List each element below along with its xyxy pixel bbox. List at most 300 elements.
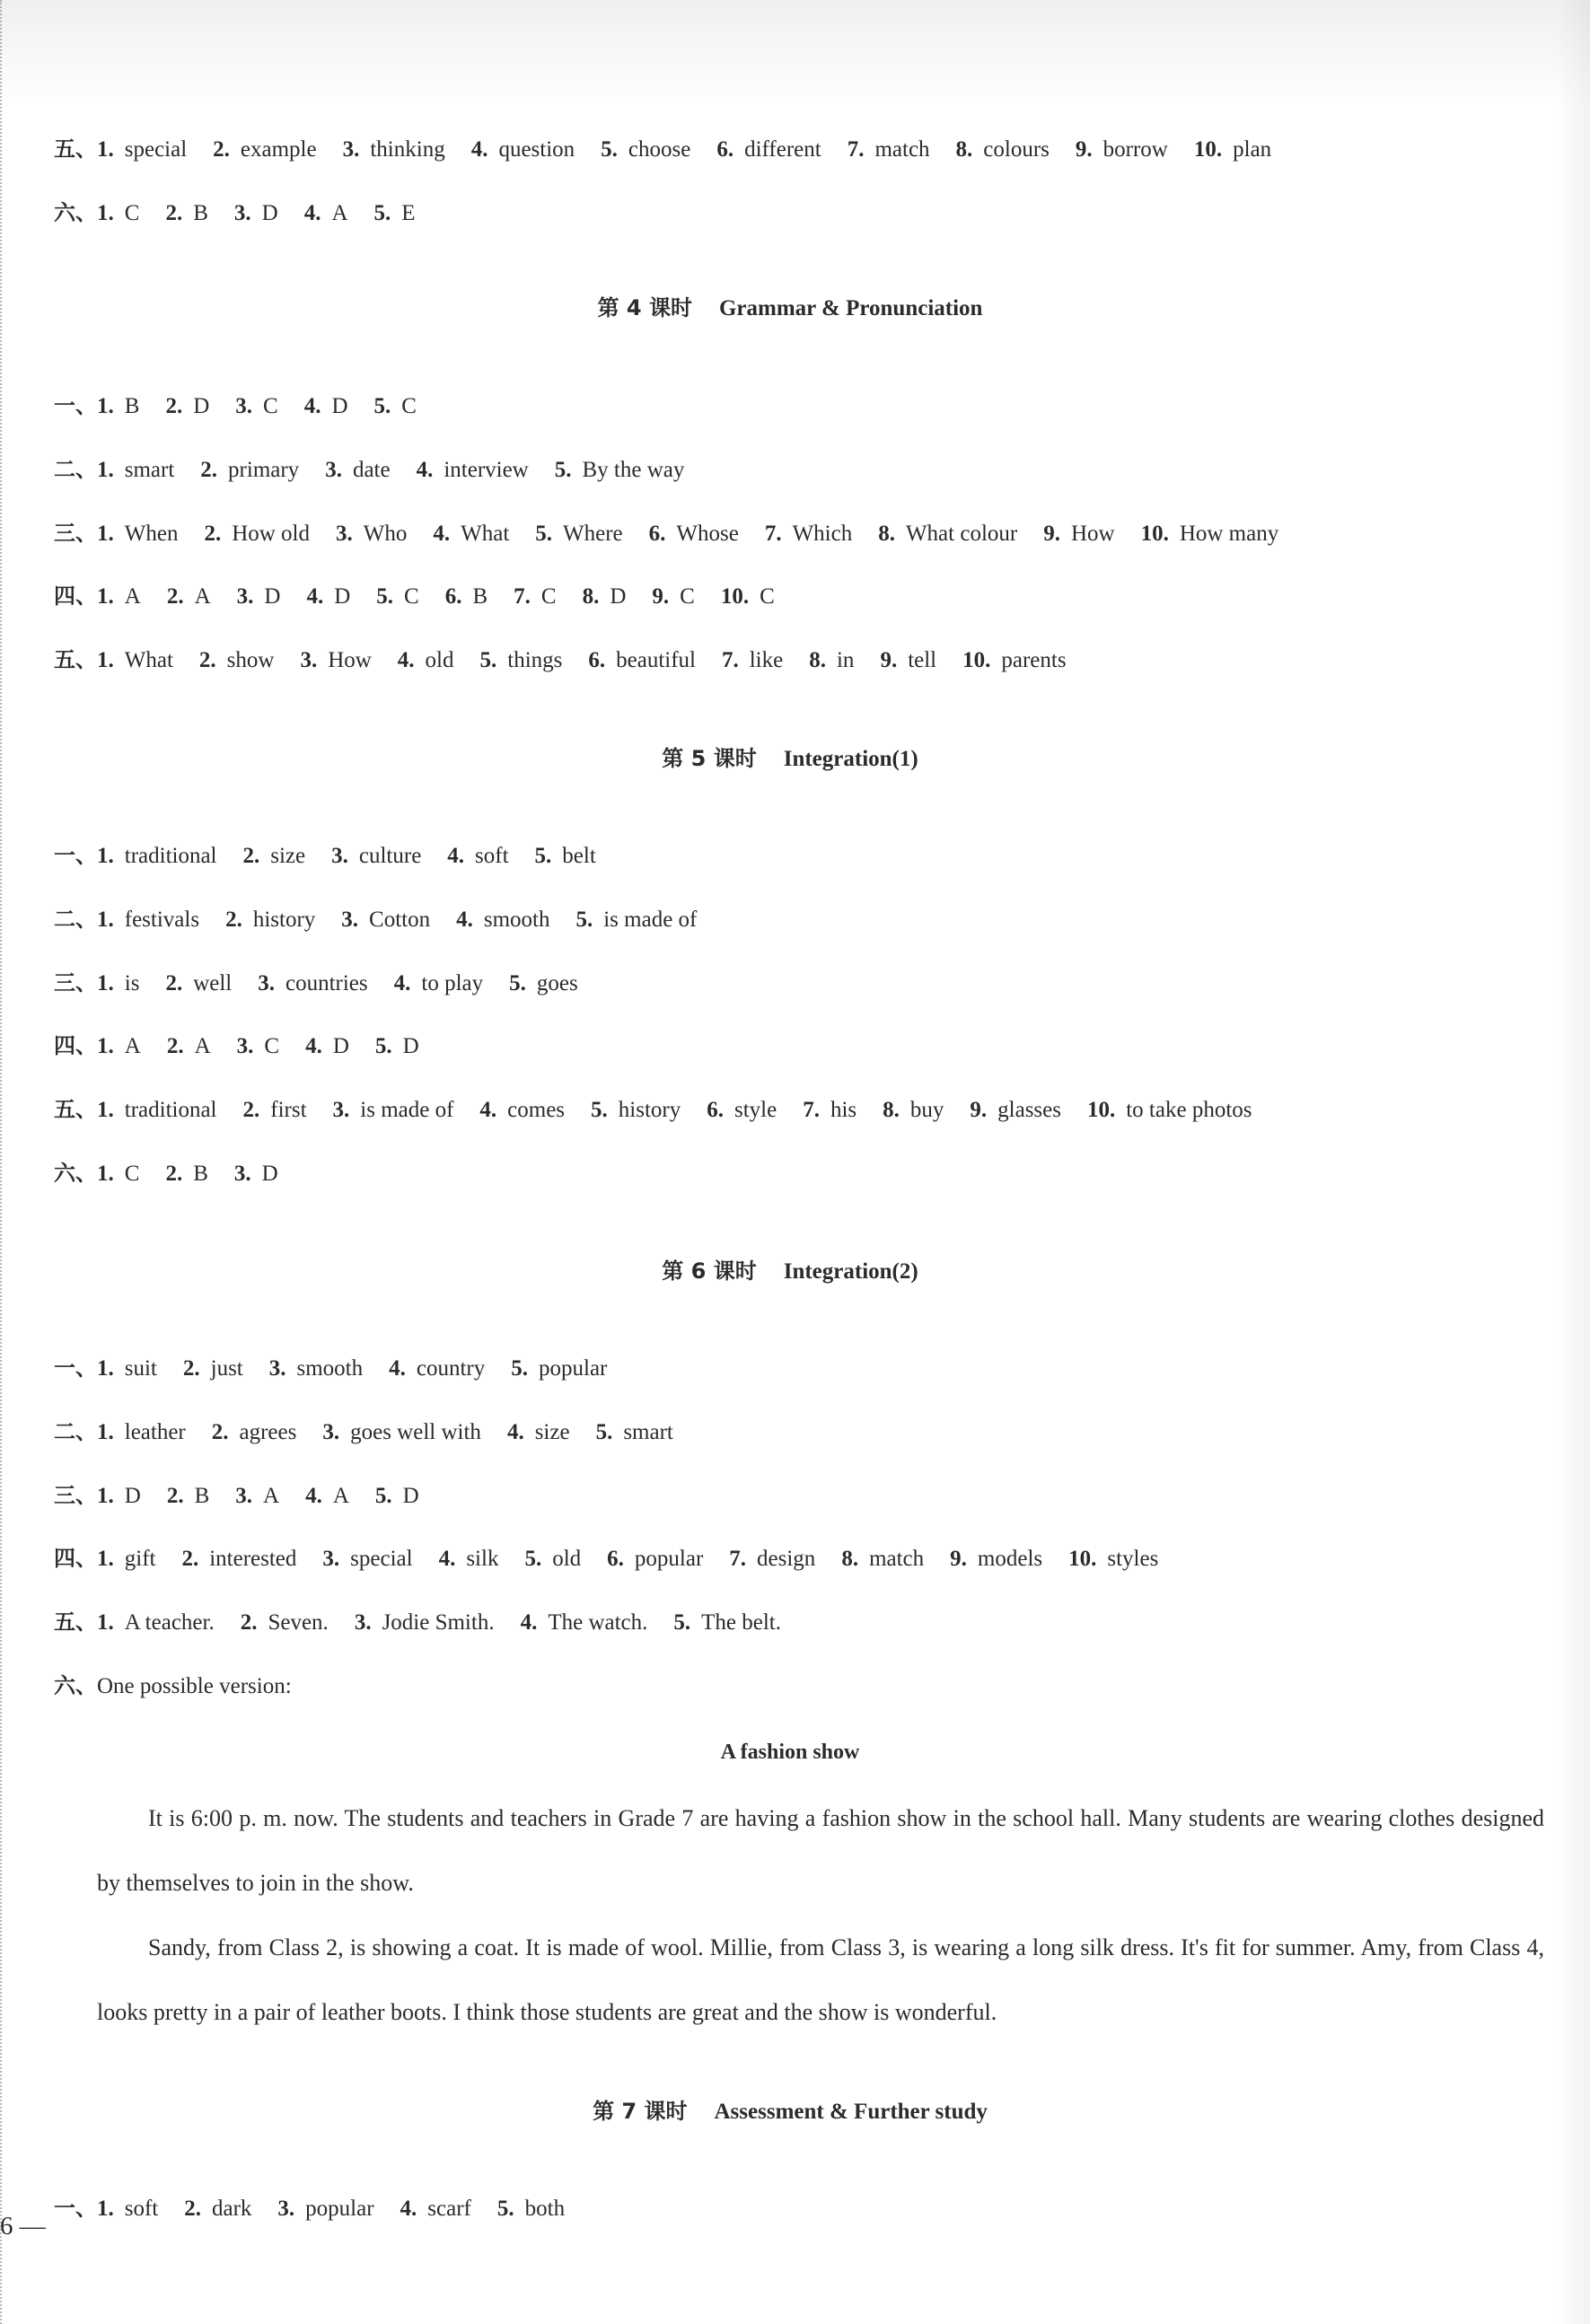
page-edge [0, 0, 4, 2324]
item-number: 1. [97, 584, 114, 610]
item-number: 1. [97, 1483, 114, 1508]
answer-text: is made of [603, 907, 698, 932]
answer-text: interview [444, 457, 529, 482]
item-number: 7. [514, 584, 531, 610]
item-number: 2. [165, 200, 183, 225]
answer-text: D [332, 1034, 349, 1059]
item-number: 3. [300, 648, 318, 673]
page-number: 6 — [0, 2212, 46, 2241]
item-number: 1. [97, 2197, 114, 2221]
lesson-6-heading [54, 1255, 1526, 1288]
answer-text: A [124, 1034, 141, 1059]
item-number: 5. [535, 521, 553, 546]
answer-line [54, 2192, 591, 2225]
answer-text: popular [634, 1547, 704, 1572]
answer-text: Seven. [268, 1610, 329, 1636]
item-number: 3. [342, 137, 360, 162]
item-number: 6. [444, 584, 462, 610]
item-number: 4. [303, 394, 321, 418]
item-number: 10. [1193, 137, 1223, 162]
answer-text: C [404, 584, 419, 610]
answer-text: How [328, 648, 372, 673]
lesson-title: Assessment & Further study [714, 2100, 988, 2124]
version-text: One possible version: [97, 1674, 292, 1698]
item-number: 3. [331, 844, 348, 868]
lesson-number: 第 4 课时 [597, 295, 692, 320]
answer-text: is [124, 970, 140, 995]
answer-text: By the way [582, 457, 685, 482]
answer-text: D [334, 584, 351, 610]
item-number: 4. [433, 521, 451, 546]
item-number: 4. [305, 1034, 322, 1059]
answer-line [54, 1606, 807, 1639]
item-number: 3. [354, 1610, 372, 1636]
answer-text: B [472, 584, 488, 610]
item-number: 1. [97, 200, 114, 225]
answer-text: special [350, 1547, 413, 1572]
answer-text: E [401, 200, 416, 225]
answer-text: different [744, 137, 821, 162]
item-number: 3. [322, 1419, 340, 1444]
item-number: 5. [534, 844, 552, 868]
item-number: 5. [554, 457, 572, 482]
item-number: 6. [607, 1547, 624, 1572]
item-number: 4. [520, 1610, 538, 1636]
section-marker: 一、 [54, 393, 97, 418]
answer-text: is made of [360, 1098, 454, 1123]
item-number: 5. [376, 584, 393, 610]
answer-text: colours [983, 137, 1050, 162]
section-marker: 五、 [54, 1097, 97, 1123]
essay-paragraph-2: Sandy, from Class 2, is showing a coat. It is made of wool. Millie, from Class 3, is wearing a long silk dress. It's fit for summer. Amy, from Class 4, looks pretty in a pair of leather boots. I think those students are great and the show is wonderful. [97, 1934, 1544, 2025]
answer-text: like [749, 648, 784, 673]
answer-text: well [193, 970, 233, 995]
answer-line [54, 517, 1305, 550]
answer-line [54, 133, 1297, 166]
item-number: 9. [1075, 137, 1093, 162]
item-number: 2. [165, 394, 183, 418]
item-number: 9. [652, 584, 670, 610]
item-number: 1. [97, 521, 114, 546]
section-marker: 五、 [54, 647, 97, 673]
answer-text: The watch. [548, 1610, 648, 1636]
answer-text: D [610, 584, 627, 610]
answer-text: plan [1233, 137, 1272, 162]
item-number: 3. [236, 1034, 254, 1059]
item-number: 7. [764, 521, 782, 546]
answer-text: D [261, 200, 278, 225]
answer-line [54, 1416, 699, 1449]
item-number: 4. [303, 200, 321, 225]
item-number: 3. [258, 970, 275, 995]
section-marker: 一、 [54, 1355, 97, 1381]
item-number: 2. [225, 907, 242, 932]
section-marker: 三、 [54, 520, 97, 546]
answer-text: interested [209, 1547, 297, 1572]
item-number: 1. [97, 1547, 114, 1572]
item-number: 1. [97, 394, 114, 418]
item-number: 3. [341, 907, 359, 932]
item-number: 1. [97, 1610, 114, 1636]
item-number: 5. [374, 1483, 392, 1508]
item-number: 8. [582, 584, 600, 610]
item-number: 7. [847, 137, 865, 162]
answer-text: design [757, 1547, 816, 1572]
section-marker: 一、 [54, 843, 97, 868]
item-number: 2. [166, 1483, 184, 1508]
item-number: 8. [955, 137, 973, 162]
answer-text: How [1070, 521, 1115, 546]
essay-paragraph-1: It is 6:00 p. m. now. The students and teachers in Grade 7 are having a fashion show in the school hall. Many students are wearing clothes designed by themselves to join in the show. [97, 1805, 1544, 1896]
item-number: 3. [233, 200, 251, 225]
item-number: 4. [438, 1547, 456, 1572]
lesson-number: 第 5 课时 [662, 746, 757, 771]
answer-text: B [194, 1483, 210, 1508]
item-number: 5. [509, 970, 526, 995]
item-number: 3. [325, 457, 342, 482]
answer-text: goes [536, 970, 578, 995]
item-number: 2. [184, 2197, 201, 2221]
answer-text: smooth [296, 1356, 364, 1381]
item-number: 1. [97, 137, 114, 162]
answer-text: D [193, 394, 210, 418]
lesson-number: 第 6 课时 [662, 1258, 757, 1284]
item-number: 4. [400, 2197, 417, 2221]
item-number: 6. [588, 648, 606, 673]
item-number: 1. [97, 648, 114, 673]
answer-text: B [193, 1162, 208, 1186]
answer-text: A [263, 1483, 280, 1508]
item-number: 2. [166, 584, 184, 610]
answer-text: buy [909, 1098, 944, 1123]
answer-line [54, 1093, 1278, 1127]
answer-text: Which [792, 521, 853, 546]
answer-line [54, 390, 443, 423]
lesson-7-heading [54, 2095, 1526, 2128]
answer-text: styles [1107, 1547, 1159, 1572]
answer-text: smooth [483, 907, 550, 932]
answer-text: Where [563, 521, 623, 546]
answer-text: first [270, 1098, 307, 1123]
answer-text: popular [305, 2197, 374, 2221]
section-marker: 六、 [54, 199, 97, 225]
answer-text: to take photos [1126, 1098, 1252, 1123]
section-marker: 二、 [54, 906, 97, 932]
answer-text: borrow [1102, 137, 1168, 162]
answer-text: models [977, 1547, 1043, 1572]
item-number: 2. [242, 844, 260, 868]
answer-text: The belt. [701, 1610, 781, 1636]
answer-line [54, 580, 801, 613]
item-number: 6. [648, 521, 666, 546]
answer-text: smart [623, 1419, 673, 1444]
item-number: 3. [236, 584, 254, 610]
answer-text: Jodie Smith. [382, 1610, 495, 1636]
answer-text: B [193, 200, 208, 225]
answer-text: size [270, 844, 306, 868]
item-number: 5. [524, 1547, 542, 1572]
item-number: 6. [716, 137, 734, 162]
item-number: 4. [456, 907, 473, 932]
item-number: 4. [397, 648, 415, 673]
answer-text: both [524, 2197, 566, 2221]
section-marker: 二、 [54, 1418, 97, 1444]
answer-line [54, 197, 442, 230]
answer-text: beautiful [616, 648, 696, 673]
answer-text: C [760, 584, 775, 610]
section-marker: 二、 [54, 456, 97, 482]
answer-text: silk [466, 1547, 499, 1572]
item-number: 5. [373, 394, 391, 418]
item-number: 10. [1068, 1547, 1097, 1572]
answer-line [54, 644, 1093, 677]
answer-text: in [836, 648, 855, 673]
scan-shadow-right [1554, 0, 1590, 2324]
item-number: 5. [479, 648, 497, 673]
answer-text: D [402, 1483, 419, 1508]
answer-text: traditional [124, 844, 217, 868]
section-marker: 六、 [54, 1161, 97, 1186]
section-marker: 五、 [54, 136, 97, 162]
lesson-title: Integration(1) [783, 747, 918, 771]
answer-text: What [124, 648, 173, 673]
item-number: 5. [673, 1610, 691, 1636]
item-number: 1. [97, 457, 114, 482]
item-number: 5. [511, 1356, 528, 1381]
item-number: 6. [707, 1098, 724, 1123]
answer-text: Who [363, 521, 408, 546]
answer-text: primary [228, 457, 300, 482]
item-number: 5. [373, 200, 391, 225]
item-number: 1. [97, 1162, 114, 1186]
answer-text: tell [908, 648, 937, 673]
item-number: 10. [720, 584, 750, 610]
answer-text: A [194, 1034, 211, 1059]
item-number: 4. [305, 1483, 322, 1508]
item-number: 10. [1140, 521, 1169, 546]
item-number: 2. [198, 648, 216, 673]
item-number: 2. [242, 1098, 260, 1123]
answer-line [54, 453, 710, 487]
section-marker: 五、 [54, 1609, 97, 1636]
item-number: 3. [336, 521, 353, 546]
item-number: 4. [393, 970, 411, 995]
item-number: 1. [97, 907, 114, 932]
answer-text: old [552, 1547, 582, 1572]
answer-text: goes well with [350, 1419, 481, 1444]
answer-text: A [194, 584, 211, 610]
answer-text: traditional [124, 1098, 217, 1123]
item-number: 4. [389, 1356, 406, 1381]
item-number: 8. [809, 648, 826, 673]
answer-text: country [416, 1356, 486, 1381]
lesson-4-heading [54, 292, 1526, 325]
item-number: 3. [233, 1162, 251, 1186]
answer-text: smart [124, 457, 175, 482]
answer-text: choose [628, 137, 691, 162]
answer-text: his [830, 1098, 857, 1123]
item-number: 5. [374, 1034, 392, 1059]
item-number: 3. [235, 1483, 252, 1508]
essay-title: A fashion show [720, 1741, 860, 1764]
item-number: 3. [235, 394, 252, 418]
answer-text: D [331, 394, 348, 418]
answer-text: What colour [905, 521, 1018, 546]
item-number: 1. [97, 1034, 114, 1059]
answer-text: A [124, 584, 141, 610]
item-number: 9. [950, 1547, 967, 1572]
lesson-title: Integration(2) [783, 1259, 918, 1284]
item-number: 9. [970, 1098, 988, 1123]
answer-text: example [240, 137, 317, 162]
scan-shadow [0, 0, 1590, 108]
answer-text: history [618, 1098, 681, 1123]
answer-line [54, 903, 723, 936]
answer-text: C [680, 584, 695, 610]
answer-text: soft [124, 2197, 159, 2221]
item-number: 4. [506, 1419, 524, 1444]
answer-line [54, 1352, 633, 1385]
item-number: 2. [165, 970, 183, 995]
answer-text: to play [421, 970, 484, 995]
item-number: 10. [1086, 1098, 1116, 1123]
item-number: 1. [97, 970, 114, 995]
item-number: 1. [97, 1419, 114, 1444]
item-number: 2. [200, 457, 218, 482]
answer-text: popular [539, 1356, 608, 1381]
answer-text: Whose [676, 521, 739, 546]
answer-text: suit [124, 1356, 157, 1381]
answer-text: question [498, 137, 575, 162]
item-number: 3. [277, 2197, 295, 2221]
item-number: 8. [883, 1098, 900, 1123]
item-number: 4. [447, 844, 465, 868]
item-number: 9. [1043, 521, 1060, 546]
lesson-title: Grammar & Pronunciation [718, 296, 983, 320]
item-number: 8. [841, 1547, 859, 1572]
answer-text: C [264, 1034, 280, 1059]
item-number: 5. [575, 907, 593, 932]
answer-text: B [124, 394, 140, 418]
answer-text: dark [212, 2197, 252, 2221]
item-number: 7. [729, 1547, 747, 1572]
item-number: 2. [204, 521, 222, 546]
answer-text: comes [507, 1098, 566, 1123]
answer-line [54, 839, 622, 873]
item-number: 5. [601, 137, 618, 162]
item-number: 5. [496, 2197, 514, 2221]
answer-line [54, 1542, 1184, 1575]
item-number: 1. [97, 1356, 114, 1381]
answer-text: D [124, 1483, 141, 1508]
answer-text: just [210, 1356, 243, 1381]
answer-text: Cotton [369, 907, 431, 932]
answer-text: countries [285, 970, 368, 995]
answer-text: How old [232, 521, 311, 546]
answer-text: A [332, 1483, 349, 1508]
answer-text: special [124, 137, 188, 162]
answer-text: belt [562, 844, 596, 868]
answer-text: show [226, 648, 275, 673]
item-number: 2. [211, 1419, 229, 1444]
lesson-5-heading [54, 742, 1526, 776]
answer-text: scarf [427, 2197, 471, 2221]
section-marker: 四、 [54, 583, 97, 610]
item-number: 2. [165, 1162, 183, 1186]
section-marker: 三、 [54, 969, 97, 995]
answer-text: C [401, 394, 417, 418]
version-line [54, 1670, 292, 1703]
item-number: 10. [962, 648, 991, 673]
item-number: 3. [322, 1547, 340, 1572]
answer-text: A [331, 200, 348, 225]
item-number: 7. [803, 1098, 820, 1123]
answer-text: How many [1179, 521, 1279, 546]
item-number: 1. [97, 1098, 114, 1123]
answer-text: C [540, 584, 557, 610]
answer-text: culture [358, 844, 422, 868]
item-number: 2. [181, 1547, 199, 1572]
answer-text: D [264, 584, 281, 610]
answer-text: style [734, 1098, 777, 1123]
answer-line [54, 1157, 304, 1190]
answer-text: glasses [997, 1098, 1061, 1123]
section-marker: 四、 [54, 1033, 97, 1059]
section-marker: 三、 [54, 1482, 97, 1508]
section-marker: 六、 [54, 1673, 97, 1698]
answer-text: agrees [239, 1419, 297, 1444]
answer-text: history [252, 907, 316, 932]
answer-text: D [261, 1162, 278, 1186]
item-number: 9. [880, 648, 898, 673]
answer-text: C [124, 1162, 140, 1186]
answer-text: thinking [370, 137, 445, 162]
answer-text: old [425, 648, 454, 673]
section-marker: 一、 [54, 2196, 97, 2221]
item-number: 4. [306, 584, 324, 610]
answer-text: C [263, 394, 278, 418]
answer-text: gift [124, 1547, 156, 1572]
answer-text: A teacher. [124, 1610, 215, 1636]
item-number: 5. [591, 1098, 608, 1123]
item-number: 2. [213, 137, 230, 162]
item-number: 4. [479, 1098, 497, 1123]
item-number: 4. [416, 457, 434, 482]
answer-line [54, 967, 604, 1000]
answer-text: parents [1001, 648, 1067, 673]
answer-text: What [461, 521, 510, 546]
answer-text: things [507, 648, 563, 673]
answer-text: soft [475, 844, 509, 868]
answer-text: match [874, 137, 930, 162]
answer-text: C [124, 200, 140, 225]
item-number: 4. [470, 137, 488, 162]
item-number: 8. [878, 521, 895, 546]
answer-line [54, 1479, 445, 1513]
item-number: 5. [595, 1419, 613, 1444]
item-number: 2. [240, 1610, 258, 1636]
item-number: 2. [166, 1034, 184, 1059]
item-number: 7. [721, 648, 739, 673]
answer-text: D [402, 1034, 419, 1059]
answer-text: festivals [124, 907, 200, 932]
item-number: 1. [97, 844, 114, 868]
answer-text: leather [124, 1419, 186, 1444]
lesson-number: 第 7 课时 [593, 2099, 688, 2124]
answer-text: match [869, 1547, 925, 1572]
answer-line [54, 1030, 445, 1063]
answer-text: date [352, 457, 391, 482]
